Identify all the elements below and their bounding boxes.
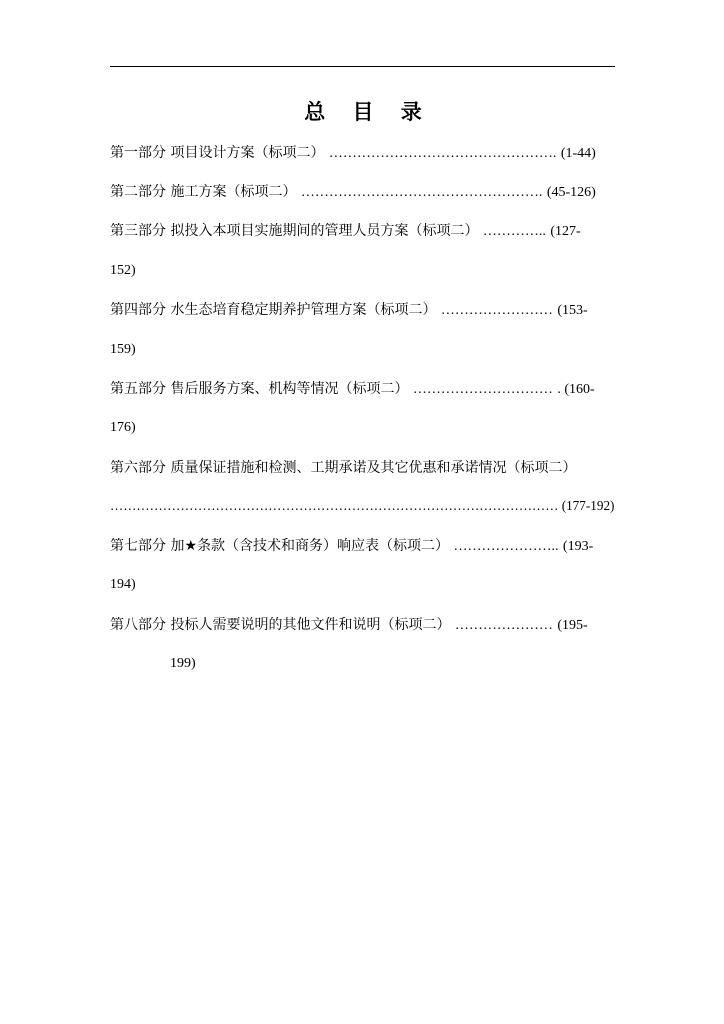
toc-entry-label: 第七部分 加★条款（含技术和商务）响应表（标项二） <box>110 538 449 554</box>
toc-entry-4 <box>110 300 588 320</box>
toc-entry-label: 第五部分 售后服务方案、机构等情况（标项二） <box>110 381 409 397</box>
toc-entry-3 <box>110 221 581 241</box>
toc-page-range-continuation: 194) <box>110 577 136 592</box>
toc-page-range: . (160- <box>557 382 595 397</box>
toc-page-range: (153- <box>557 303 588 318</box>
toc-page-range: (45-126) <box>546 185 596 200</box>
toc-leader-dots: ……………………………………………. <box>300 185 543 200</box>
toc-leader-dots: ………………….. <box>453 539 559 554</box>
toc-entry-7 <box>110 536 593 556</box>
toc-entry-6 <box>110 458 576 478</box>
toc-entry-label: 第八部分 投标人需要说明的其他文件和说明（标项二） <box>110 617 451 633</box>
toc-entry-label: 第六部分 质量保证措施和检测、工期承诺及其它优惠和承诺情况（标项二） <box>110 460 577 476</box>
toc-entry-label: 第一部分 项目设计方案（标项二） <box>110 145 325 161</box>
toc-entry-8 <box>110 615 588 635</box>
header-rule <box>110 66 615 67</box>
toc-page-range: (177-192) <box>561 499 615 514</box>
toc-entry-1 <box>110 143 596 163</box>
toc-page-range: (195- <box>557 618 588 633</box>
toc-entry-5 <box>110 379 595 399</box>
toc-entry-6-continuation <box>110 497 614 517</box>
toc-entry-label: 第四部分 水生态培育稳定期养护管理方案（标项二） <box>110 302 437 318</box>
toc-leader-dots: ………………… <box>454 618 553 633</box>
toc-leader-dots: …………………… <box>440 303 553 318</box>
toc-leader-dots: ………………………… <box>412 382 553 397</box>
page-title: 总 目 录 <box>304 100 432 124</box>
toc-page-range-continuation: 176) <box>110 420 136 435</box>
toc-entry-label: 第三部分 拟投入本项目实施期间的管理人员方案（标项二） <box>110 223 479 239</box>
toc-page-range-continuation: 159) <box>110 342 136 357</box>
toc-page-range: (193- <box>562 539 594 554</box>
toc-page-range: (1-44) <box>560 146 596 161</box>
toc-leader-dots: ………….. <box>482 224 546 239</box>
toc-entry-label: 第二部分 施工方案（标项二） <box>110 184 297 200</box>
toc-entry-2 <box>110 182 596 202</box>
toc-page-range: (127- <box>550 224 581 239</box>
toc-page-range-continuation: 152) <box>110 263 136 278</box>
toc-leader-dots: …………………………………………. <box>328 146 557 161</box>
toc-leader-dots: ………………………………………………………………………………………… <box>110 499 559 514</box>
toc-page-range-continuation: 199) <box>170 656 196 671</box>
